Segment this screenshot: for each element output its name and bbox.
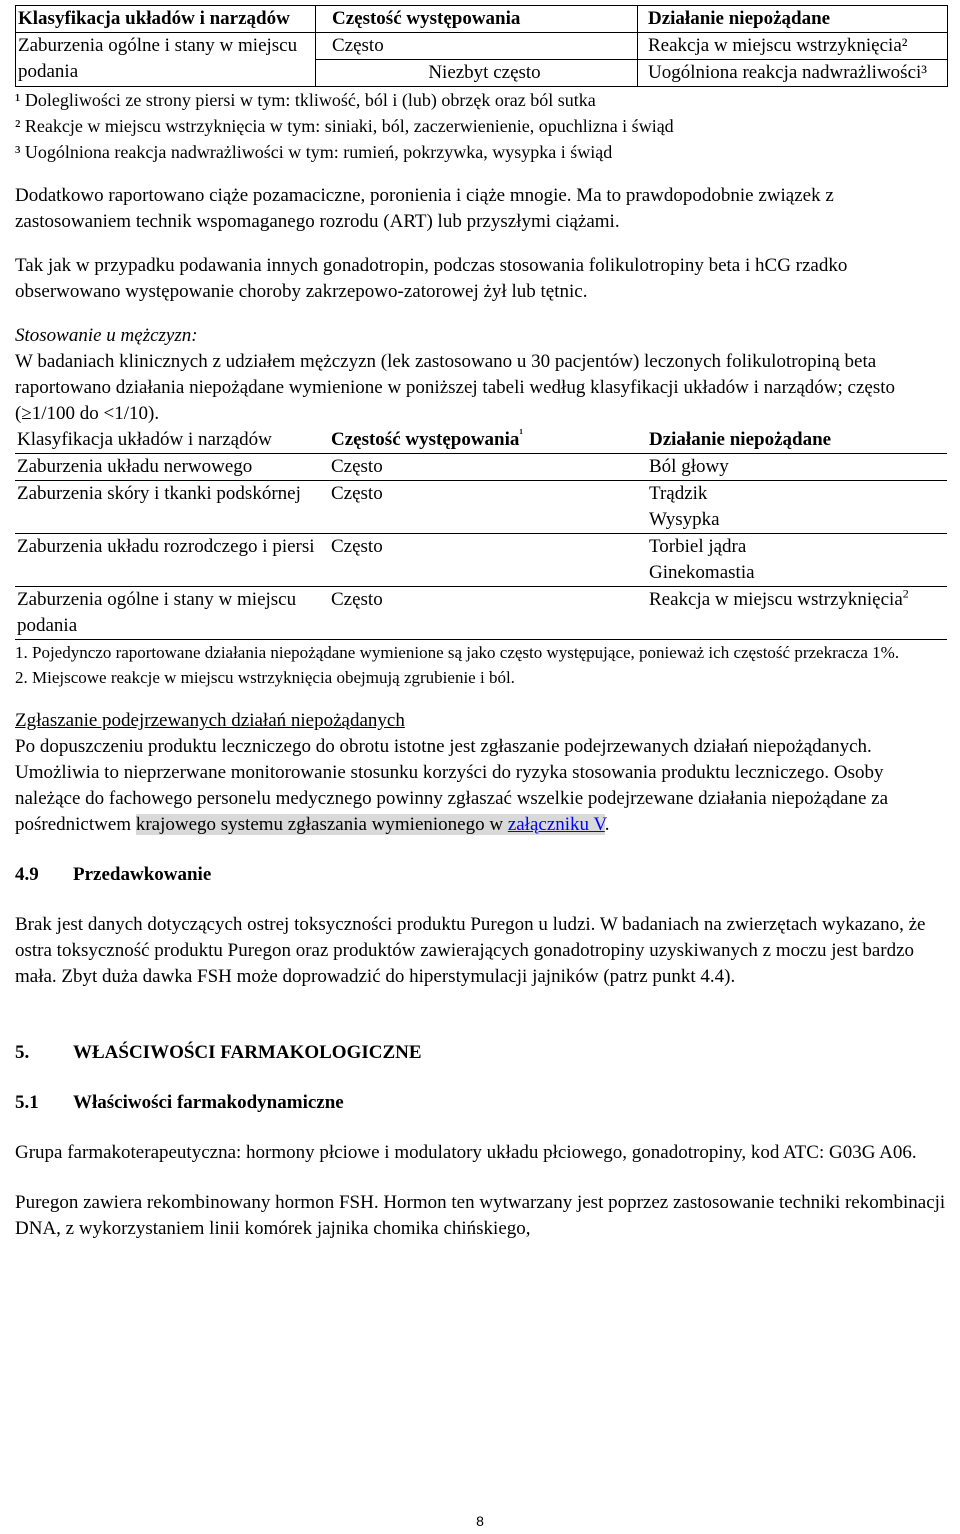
section-number: 5.1 bbox=[15, 1092, 39, 1113]
cell-effect bbox=[649, 481, 947, 534]
cell-class: Zaburzenia układu nerwowego bbox=[15, 454, 331, 481]
reporting-text: Po dopuszczeniu produktu leczniczego do obrotu istotne jest zgłaszanie podejrzewanych działań niepożądanych. Umożliwia to nieprzerwane monitorowanie stosunku korzyści do ryzyka stosowania produktu leczniczego. Osoby należące do fachowego personelu medycznego powinny zgłaszać wszelkie podejrzewane działania niepożądane za pośrednictwem bbox=[15, 736, 889, 835]
table-row bbox=[16, 33, 948, 60]
reporting-heading: Zgłaszanie podejrzewanych działań niepożądanych bbox=[15, 710, 405, 731]
highlight-text: krajowego systemu zgłaszania wymienionego w bbox=[135, 814, 508, 835]
cell-class: Zaburzenia układu rozrodczego i piersi bbox=[15, 534, 331, 587]
section-5-1-heading bbox=[15, 1090, 947, 1116]
reporting-end: . bbox=[604, 814, 610, 835]
section-4-9-heading bbox=[15, 862, 947, 888]
cell-frequency: Często bbox=[331, 587, 649, 640]
reporting-paragraph bbox=[15, 734, 947, 838]
header-frequency-sup: ¹ bbox=[519, 426, 524, 441]
adverse-effects-table-women bbox=[15, 5, 948, 87]
overdose-paragraph: Brak jest danych dotyczących ostrej toksyczności produktu Puregon u ludzi. W badaniach na zwierzętach wykazano, że ostra toksyczność produktu Puregon oraz produktów zawierających gonadotropiny uzyskiwanych z moczu jest bardzo mała. Zbyt duża dawka FSH może doprowadzić do hiperstymulacji jajników (patrz punkt 4.4). bbox=[15, 914, 926, 987]
paragraph-thromboembolic: Tak jak w przypadku podawania innych gonadotropin, podczas stosowania folikulotropiny beta i hCG rzadko obserwowano występowanie choroby zakrzepowo-zatorowej żył lub tętnic. bbox=[15, 255, 848, 302]
cell-frequency: Niezbyt często bbox=[316, 60, 638, 87]
footnote-3: ³ Uogólniona reakcja nadwrażliwości w tym: rumień, pokrzywka, wysypka i świąd bbox=[15, 142, 613, 162]
men-paragraph: W badaniach klinicznych z udziałem mężczyzn (lek zastosowano u 30 pacjentów) leczonych folikulotropiną beta raportowano działania niepożądane wymienione w poniższej tabeli według klasyfikacji układów i narządów; często (≥1/100 do <1/10). bbox=[15, 351, 896, 424]
pharmacotherapeutic-group: Grupa farmakoterapeutyczna: hormony płciowe i modulatory układu płciowego, gonadotropiny, kod ATC: G03G A06. bbox=[15, 1142, 917, 1163]
section-title: Właściwości farmakodynamiczne bbox=[73, 1092, 344, 1113]
cell-class: Zaburzenia ogólne i stany w miejscu podania bbox=[16, 33, 316, 87]
section-5-heading bbox=[15, 1040, 947, 1066]
section-number: 4.9 bbox=[15, 864, 39, 885]
cell-effect: Ból głowy bbox=[649, 454, 947, 481]
header-frequency: Częstość występowania bbox=[316, 6, 638, 33]
header-effect: Działanie niepożądane bbox=[638, 6, 948, 33]
document-page bbox=[15, 5, 947, 1242]
footnote-2: 2. Miejscowe reakcje w miejscu wstrzyknięcia obejmują zgrubienie i ból. bbox=[15, 668, 515, 687]
table-row bbox=[15, 587, 947, 640]
effect-line: Trądzik bbox=[649, 483, 708, 504]
cell-class: Zaburzenia skóry i tkanki podskórnej bbox=[15, 481, 331, 534]
table-header-row bbox=[15, 427, 947, 454]
header-effect: Działanie niepożądane bbox=[649, 429, 832, 450]
footnote-2: ² Reakcje w miejscu wstrzyknięcia w tym: siniaki, ból, zaczerwienienie, opuchlizna i świąd bbox=[15, 116, 674, 136]
header-class: Klasyfikacja układów i narządów bbox=[17, 429, 272, 450]
table-row bbox=[15, 481, 947, 534]
effect-text: Reakcja w miejscu wstrzyknięcia bbox=[649, 589, 903, 610]
cell-effect: Uogólniona reakcja nadwrażliwości³ bbox=[638, 60, 948, 87]
section-title: WŁAŚCIWOŚCI FARMAKOLOGICZNE bbox=[73, 1042, 422, 1063]
section-title: Przedawkowanie bbox=[73, 864, 212, 885]
paragraph-ectopic: Dodatkowo raportowano ciąże pozamaciczne, poronienia i ciąże mnogie. Ma to prawdopodobnie związek z zastosowaniem technik wspomaganego rozrodu (ART) lub przyszłymi ciążami. bbox=[15, 185, 834, 232]
footnote-1: ¹ Dolegliwości ze strony piersi w tym: tkliwość, ból i (lub) obrzęk oraz ból sutka bbox=[15, 90, 596, 110]
footnote-1: 1. Pojedynczo raportowane działania niepożądane wymienione są jako często występujące, ponieważ ich częstość przekracza 1%. bbox=[15, 643, 900, 662]
header-class: Klasyfikacja układów i narządów bbox=[16, 6, 316, 33]
effect-line: Torbiel jądra bbox=[649, 536, 747, 557]
table-header-row bbox=[16, 6, 948, 33]
cell-frequency: Często bbox=[331, 454, 649, 481]
cell-class: Zaburzenia ogólne i stany w miejscu podania bbox=[15, 587, 331, 640]
annex-v-link[interactable]: załączniku V bbox=[507, 814, 605, 835]
cell-frequency: Często bbox=[331, 534, 649, 587]
table1-footnotes bbox=[15, 87, 947, 165]
cell-effect bbox=[649, 534, 947, 587]
cell-effect: Reakcja w miejscu wstrzyknięcia² bbox=[638, 33, 948, 60]
effect-sup: 2 bbox=[902, 586, 909, 601]
table-row bbox=[15, 534, 947, 587]
page-number: 8 bbox=[476, 1513, 484, 1529]
adverse-effects-table-men bbox=[15, 427, 947, 640]
effect-line: Wysypka bbox=[649, 509, 720, 530]
men-heading: Stosowanie u mężczyzn: bbox=[15, 325, 198, 346]
table2-footnotes bbox=[15, 640, 947, 690]
cell-frequency: Często bbox=[331, 481, 649, 534]
section-number: 5. bbox=[15, 1042, 30, 1063]
puregon-description: Puregon zawiera rekombinowany hormon FSH. Hormon ten wytwarzany jest poprzez zastosowanie techniki rekombinacji DNA, z wykorzystaniem linii komórek jajnika chomika chińskiego, bbox=[15, 1192, 946, 1239]
table-row bbox=[15, 454, 947, 481]
cell-frequency: Często bbox=[316, 33, 638, 60]
header-frequency-text: Częstość występowania bbox=[331, 429, 520, 450]
reporting-highlight bbox=[136, 814, 605, 835]
header-frequency bbox=[331, 427, 649, 454]
effect-line: Ginekomastia bbox=[649, 562, 755, 583]
cell-effect bbox=[649, 587, 947, 640]
